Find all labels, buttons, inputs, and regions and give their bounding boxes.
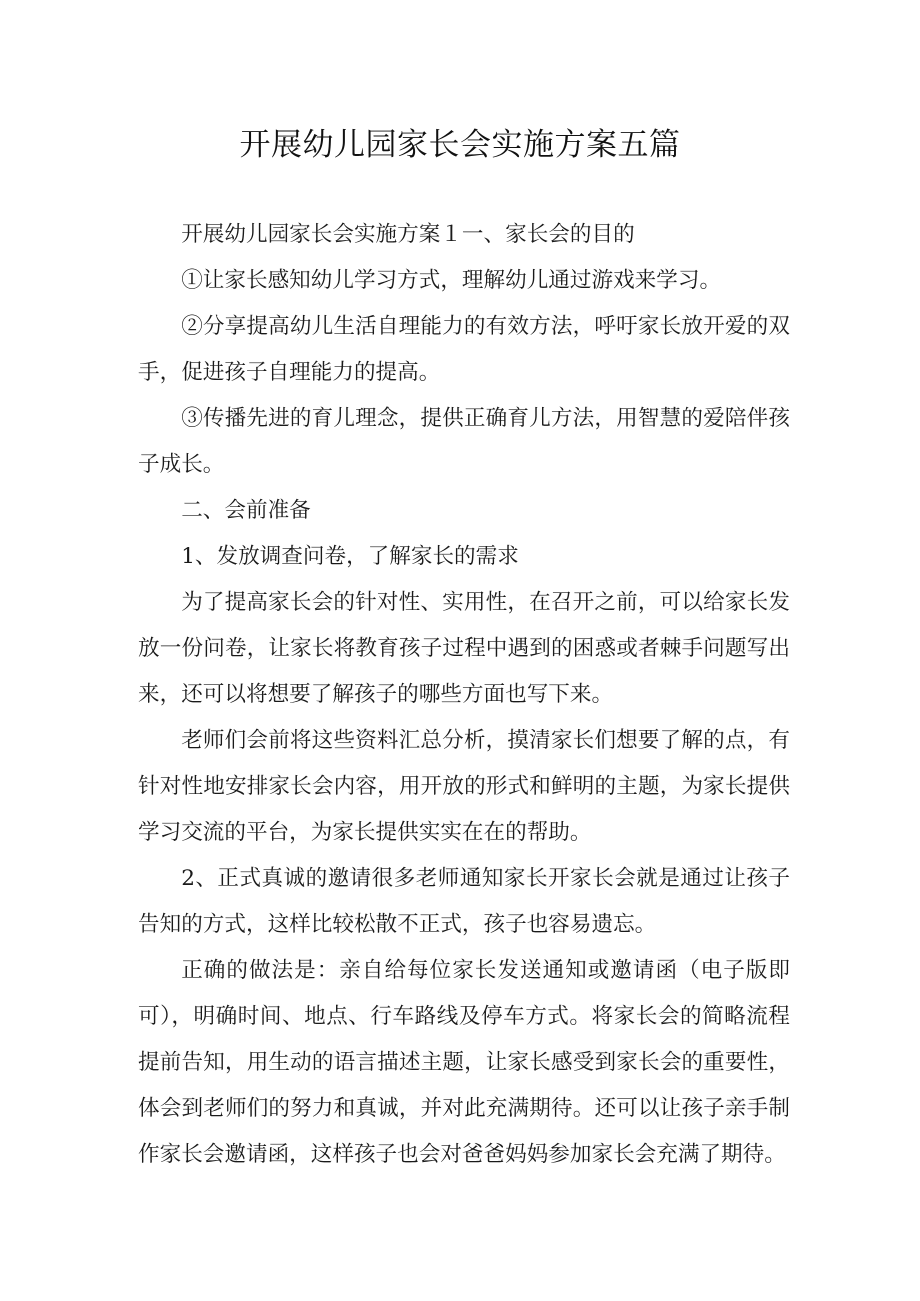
- paragraph: ①让家长感知幼儿学习方式，理解幼儿通过游戏来学习。: [181, 268, 722, 293]
- paragraph: 正确的做法是：亲自给每位家长发送通知或邀请函（电子版即可），明确时间、地点、行车路线及停车方式。将家长会的简略流程提前告知，用生动的语言描述主题，让家长感受到家长会的重要性，体会到老师们的努力和真诚，并对此充满期待。还可以让孩子亲手制作家长会邀请函，这样孩子也会对爸爸妈妈参加家长会充满了期待。: [138, 958, 790, 1167]
- paragraph: ③传播先进的育儿理念，提供正确育儿方法，用智慧的爱陪伴孩子成长。: [138, 406, 790, 477]
- paragraph: 二、会前准备: [181, 498, 311, 523]
- paragraph: 2、正式真诚的邀请很多老师通知家长开家长会就是通过让孩子告知的方式，这样比较松散不正式，孩子也容易遗忘。: [138, 866, 790, 937]
- paragraph: 开展幼儿园家长会实施方案１一、家长会的目的: [181, 222, 635, 247]
- paragraph: 1、发放调查问卷，了解家长的需求: [181, 544, 519, 569]
- paragraph: 老师们会前将这些资料汇总分析，摸清家长们想要了解的点，有针对性地安排家长会内容，用开放的形式和鲜明的主题，为家长提供学习交流的平台，为家长提供实实在在的帮助。: [138, 728, 790, 845]
- paragraph: 为了提高家长会的针对性、实用性，在召开之前，可以给家长发放一份问卷，让家长将教育孩子过程中遇到的困惑或者棘手问题写出来，还可以将想要了解孩子的哪些方面也写下来。: [138, 590, 790, 707]
- document-title: 开展幼儿园家长会实施方案五篇: [239, 127, 681, 163]
- document-body: [138, 212, 790, 1178]
- paragraph: ②分享提高幼儿生活自理能力的有效方法，呼吁家长放开爱的双手，促进孩子自理能力的提高。: [138, 314, 790, 385]
